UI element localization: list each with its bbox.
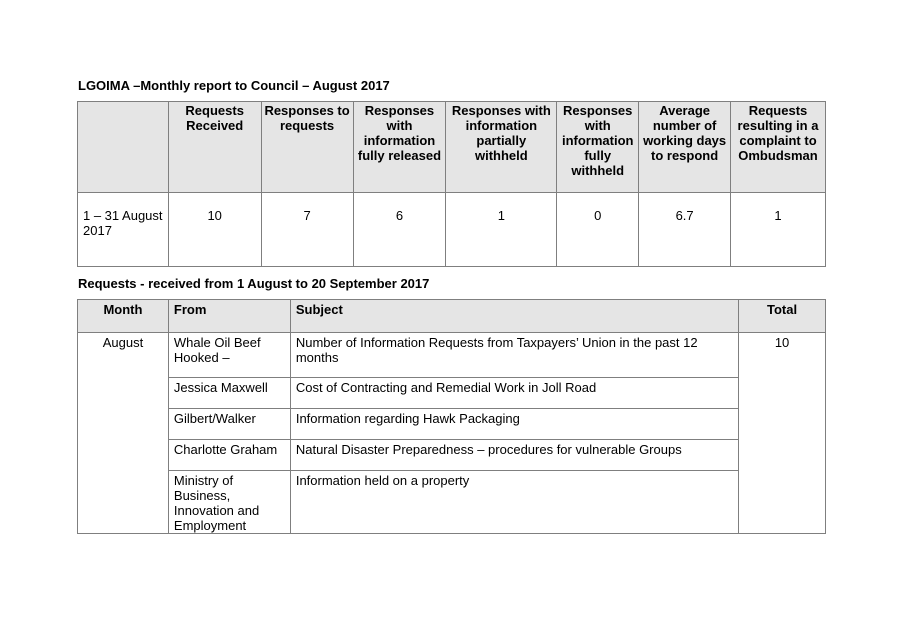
- table-row: [78, 333, 826, 378]
- table-row: [78, 440, 826, 471]
- subject-cell: Cost of Contracting and Remedial Work in Joll Road: [290, 378, 738, 409]
- header-from: From: [168, 300, 290, 333]
- summary-header-blank: [78, 102, 169, 193]
- header-partially-withheld: Responses with information partially withheld: [446, 102, 557, 193]
- ombudsman-complaints-value: 1: [731, 193, 826, 267]
- requests-received-value: 10: [168, 193, 261, 267]
- table-row: [78, 471, 826, 534]
- requests-table: [77, 299, 826, 534]
- from-cell: Gilbert/Walker: [168, 409, 290, 440]
- header-average-days: Average number of working days to respond: [639, 102, 731, 193]
- fully-withheld-value: 0: [557, 193, 639, 267]
- summary-data-row: [78, 193, 826, 267]
- report-title: LGOIMA –Monthly report to Council – August 2017: [78, 78, 390, 93]
- partially-withheld-value: 1: [446, 193, 557, 267]
- subject-cell: Information regarding Hawk Packaging: [290, 409, 738, 440]
- summary-header-row: [78, 102, 826, 193]
- header-total: Total: [739, 300, 826, 333]
- header-responses-to-requests: Responses to requests: [261, 102, 353, 193]
- requests-title: Requests - received from 1 August to 20 September 2017: [78, 276, 430, 291]
- table-row: [78, 378, 826, 409]
- fully-released-value: 6: [353, 193, 446, 267]
- from-cell: Ministry of Business, Innovation and Employment: [168, 471, 290, 534]
- from-cell: Jessica Maxwell: [168, 378, 290, 409]
- average-days-value: 6.7: [639, 193, 731, 267]
- total-cell: 10: [739, 333, 826, 534]
- subject-cell: Natural Disaster Preparedness – procedures for vulnerable Groups: [290, 440, 738, 471]
- subject-cell: Information held on a property: [290, 471, 738, 534]
- from-cell: Charlotte Graham: [168, 440, 290, 471]
- header-requests-received: Requests Received: [168, 102, 261, 193]
- table-row: [78, 409, 826, 440]
- header-fully-withheld: Responses with information fully withheld: [557, 102, 639, 193]
- header-month: Month: [78, 300, 169, 333]
- month-cell: August: [78, 333, 169, 534]
- subject-cell: Number of Information Requests from Taxpayers’ Union in the past 12 months: [290, 333, 738, 378]
- responses-value: 7: [261, 193, 353, 267]
- summary-table: [77, 101, 826, 267]
- from-cell: Whale Oil Beef Hooked –: [168, 333, 290, 378]
- header-subject: Subject: [290, 300, 738, 333]
- requests-header-row: [78, 300, 826, 333]
- header-fully-released: Responses with information fully released: [353, 102, 446, 193]
- header-ombudsman-complaints: Requests resulting in a complaint to Ombudsman: [731, 102, 826, 193]
- period-cell: 1 – 31 August 2017: [78, 193, 169, 267]
